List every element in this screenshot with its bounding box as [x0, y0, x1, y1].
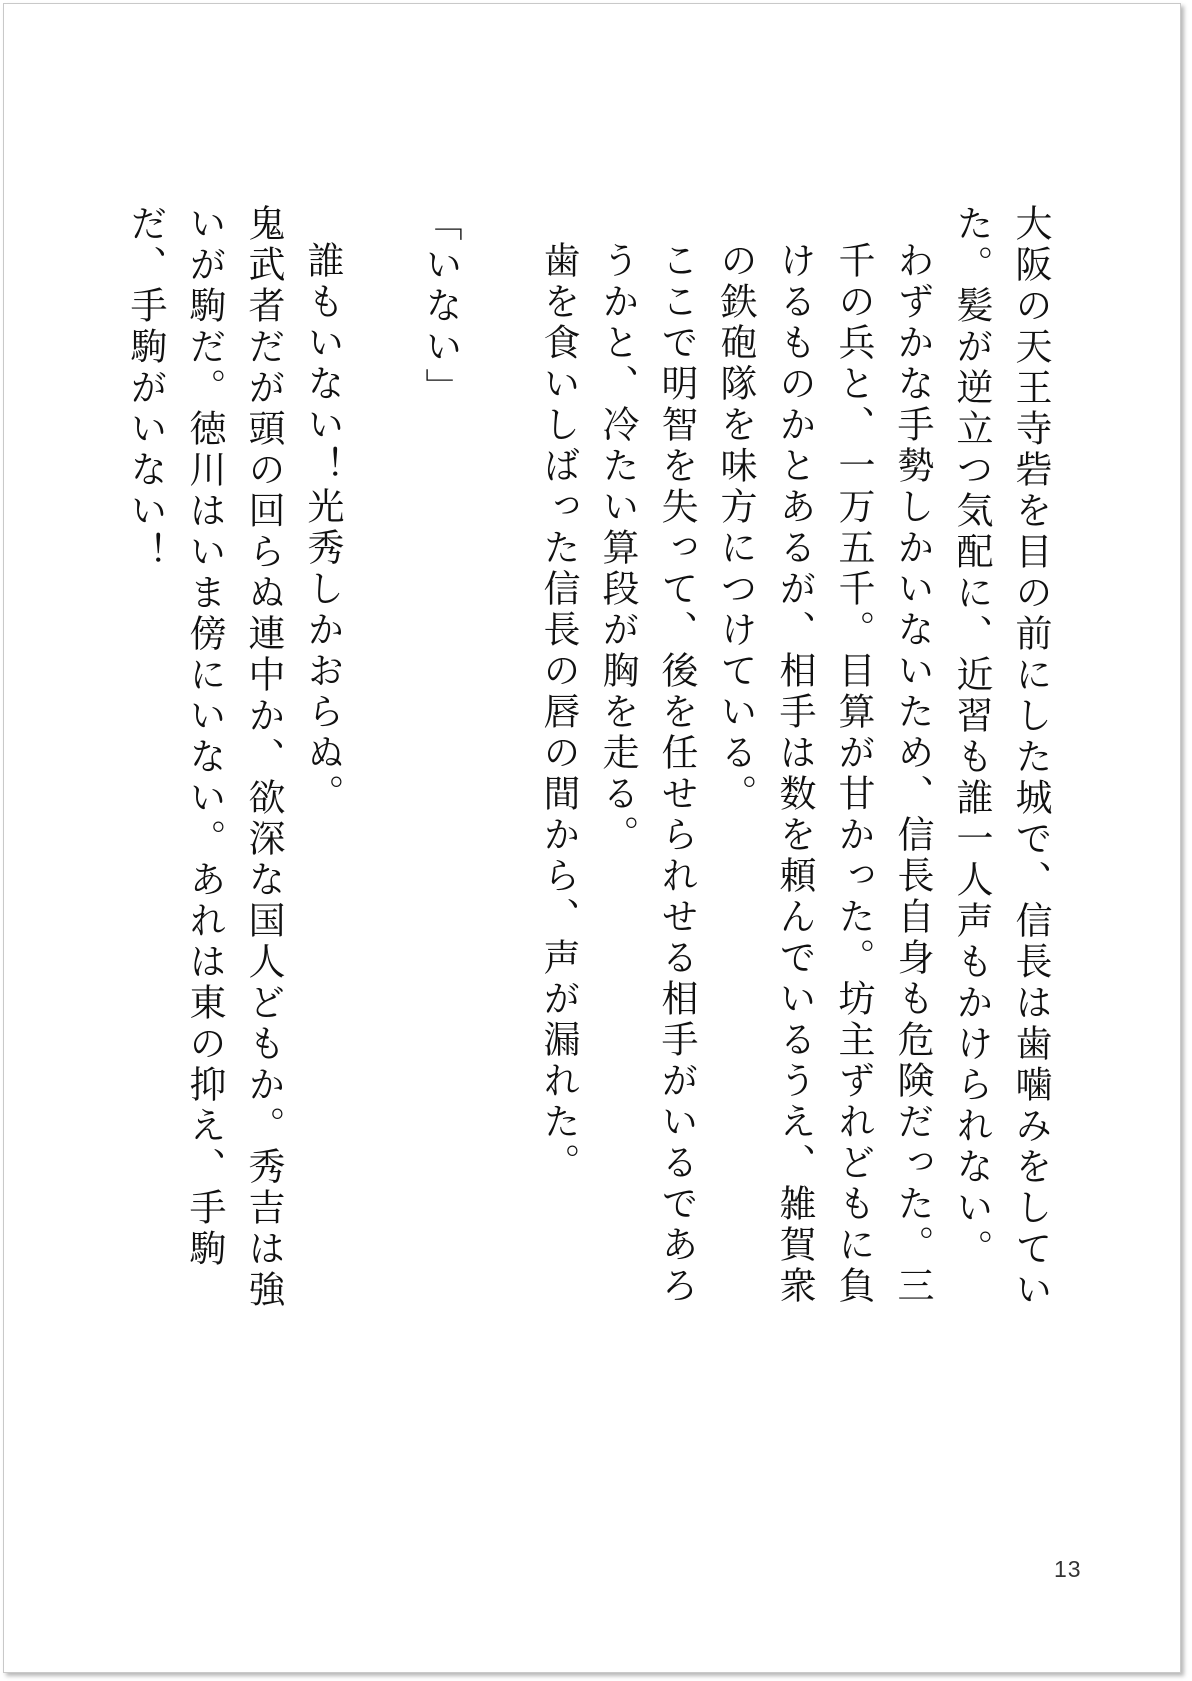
paragraph-1: 大阪の天王寺砦を目の前にした城で、信長は歯噛みをしていた。髪が逆立つ気配に、近習も誰一人声もかけられない。: [950, 204, 1052, 1311]
paragraph-2: わずかな手勢しかいないため、信長自身も危険だった。三千の兵と、一万五千。目算が甘かった。坊主ずれどもに負けるものかとあるが、相手は数を頼んでいるうえ、雑賀衆の鉄砲隊を味方につけている。: [714, 241, 934, 1307]
paragraph-6: 鬼武者だが頭の回らぬ連中か、欲深な国人どもか。秀吉は強いが駒だ。徳川はいま傍にいない。あれは東の抑え、手駒だ、手駒がいない！: [124, 204, 285, 1311]
paragraph-5: 誰もいない！光秀しかおらぬ。: [301, 241, 344, 815]
body-text: [60, 204, 1060, 1344]
document-page: [3, 3, 1181, 1673]
page-number: 13: [1054, 1556, 1082, 1582]
blank-line: [470, 204, 529, 1344]
paragraph-3: ここで明智を失って、後を任せられせる相手がいるであろうかと、冷たい算段が胸を走る。: [596, 241, 698, 1307]
dialogue-line: 「いない」: [419, 204, 462, 409]
paragraph-4: 歯を食いしばった信長の唇の間から、声が漏れた。: [537, 241, 580, 1184]
blank-line: [352, 204, 411, 1344]
